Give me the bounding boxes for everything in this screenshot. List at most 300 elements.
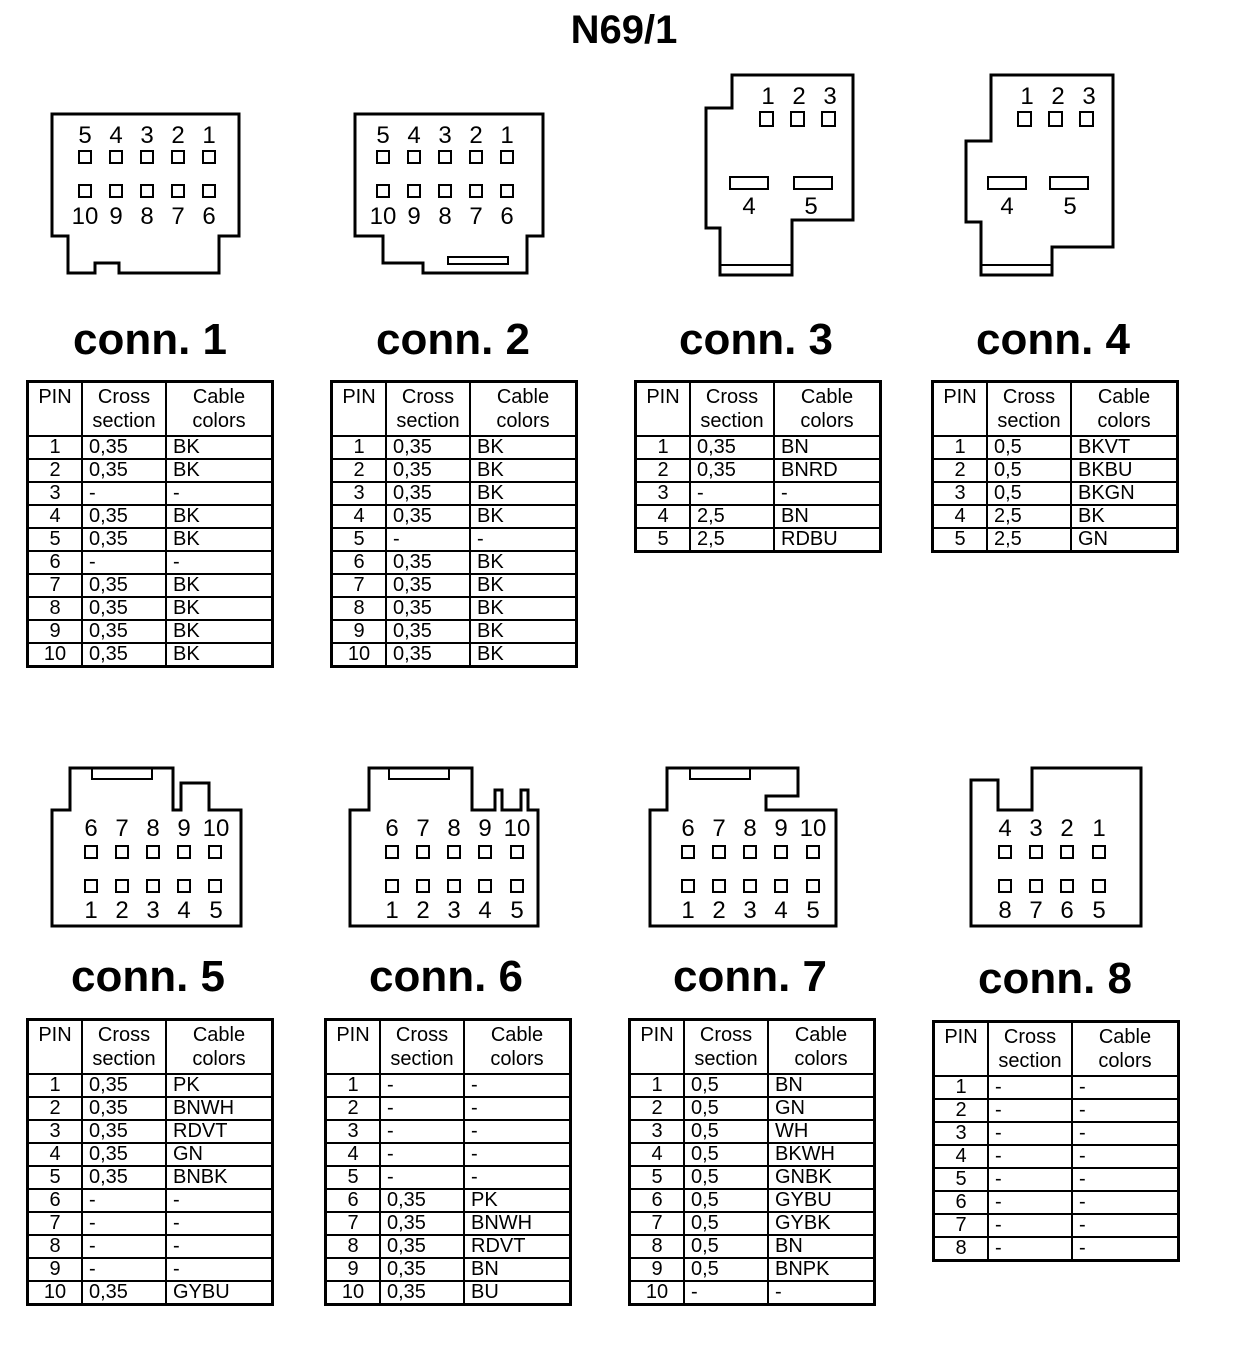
table-row	[332, 574, 577, 597]
table-row	[28, 597, 273, 620]
cross-section: 0,5	[684, 1097, 768, 1120]
cross-section: 0,5	[684, 1235, 768, 1258]
table-row	[326, 1189, 571, 1212]
cross-section: -	[380, 1074, 464, 1097]
pin-number: 2	[326, 1097, 381, 1120]
conn5-top-pin: 9	[177, 815, 191, 842]
table-row	[28, 505, 273, 528]
header-cross-section: Cross section	[82, 1020, 166, 1075]
conn7-bottom-pin: 3	[743, 897, 757, 924]
cable-color: BKBU	[1071, 459, 1178, 482]
pin-number: 8	[326, 1235, 381, 1258]
table-row	[332, 505, 577, 528]
table-row	[28, 620, 273, 643]
table-row	[636, 459, 881, 482]
table-row	[326, 1235, 571, 1258]
conn2-bottom-pin: 8	[438, 203, 452, 230]
cable-color: -	[1072, 1145, 1179, 1168]
pin-number: 4	[326, 1143, 381, 1166]
table-row	[326, 1281, 571, 1305]
conn7-bottom-pin: 2	[712, 897, 726, 924]
cross-section: 2,5	[987, 528, 1071, 552]
conn8-bottom-pin: 6	[1060, 897, 1074, 924]
header-pin: PIN	[326, 1020, 381, 1075]
conn5-bottom-pin: 2	[115, 897, 129, 924]
conn5-top-pin: 6	[84, 815, 98, 842]
cable-color: BK	[470, 551, 577, 574]
connector-2-top-holes	[377, 151, 513, 163]
cable-color: -	[464, 1074, 571, 1097]
table-row	[28, 1212, 273, 1235]
pin-number: 4	[28, 505, 83, 528]
header-pin: PIN	[934, 1022, 989, 1077]
pin-number: 4	[636, 505, 691, 528]
cable-color: BN	[774, 436, 881, 459]
table-row	[28, 482, 273, 505]
cross-section: -	[380, 1120, 464, 1143]
pin-number: 4	[332, 505, 387, 528]
pin-number: 7	[326, 1212, 381, 1235]
header-cable-colors: Cable colors	[1072, 1022, 1179, 1077]
cross-section: 0,35	[82, 459, 166, 482]
connector-2-label: conn. 2	[375, 315, 531, 364]
conn8-top-pin: 1	[1092, 815, 1106, 842]
conn8-top-pin: 3	[1029, 815, 1043, 842]
conn6-bottom-pin: 5	[510, 897, 524, 924]
conn7-bottom-pin: 4	[774, 897, 788, 924]
pin-number: 1	[933, 436, 988, 459]
connector-6-pin-table	[324, 1018, 572, 1306]
conn1-top-pin: 2	[171, 122, 185, 149]
header-cross-section: Cross section	[386, 382, 470, 437]
pin-number: 7	[28, 574, 83, 597]
table-row	[326, 1212, 571, 1235]
pin-number: 2	[28, 1097, 83, 1120]
connector-5-holes	[85, 846, 221, 892]
conn8-top-pin: 4	[998, 815, 1012, 842]
cable-color: BK	[1071, 505, 1178, 528]
conn4-top-pin: 2	[1051, 83, 1065, 110]
pin-number: 6	[28, 551, 83, 574]
cable-color: RDBU	[774, 528, 881, 552]
conn1-bottom-pin: 10	[71, 203, 99, 230]
cross-section: 0,35	[386, 597, 470, 620]
pin-number: 4	[630, 1143, 685, 1166]
pin-number: 3	[934, 1122, 989, 1145]
header-pin: PIN	[933, 382, 988, 437]
conn4-top-pin: 3	[1082, 83, 1096, 110]
pin-number: 2	[28, 459, 83, 482]
cable-color: BKWH	[768, 1143, 875, 1166]
cable-color: BK	[470, 574, 577, 597]
cross-section: 0,35	[380, 1258, 464, 1281]
connector-8-outline	[971, 768, 1141, 926]
conn7-top-pin: 6	[681, 815, 695, 842]
conn7-top-pin: 7	[712, 815, 726, 842]
cross-section: 0,35	[380, 1212, 464, 1235]
conn1-top-pin: 3	[140, 122, 154, 149]
table-row	[28, 1189, 273, 1212]
cable-color: BK	[470, 505, 577, 528]
cross-section: 0,5	[684, 1258, 768, 1281]
table-row	[326, 1097, 571, 1120]
cross-section: -	[386, 528, 470, 551]
pin-number: 10	[332, 643, 387, 667]
cross-section: -	[988, 1076, 1072, 1099]
conn6-bottom-pin: 3	[447, 897, 461, 924]
connector-8-holes	[999, 846, 1105, 892]
table-row	[934, 1099, 1179, 1122]
connector-4-pin-table	[931, 380, 1179, 553]
table-row	[326, 1258, 571, 1281]
pin-number: 1	[934, 1076, 989, 1099]
cable-color: -	[464, 1166, 571, 1189]
pin-number: 5	[630, 1166, 685, 1189]
conn3-top-pin: 3	[823, 83, 837, 110]
pin-number: 6	[28, 1189, 83, 1212]
conn1-top-pin: 1	[202, 122, 216, 149]
connector-5-pin-table	[26, 1018, 274, 1306]
pin-number: 10	[28, 1281, 83, 1305]
table-row	[934, 1122, 1179, 1145]
cross-section: 0,35	[690, 459, 774, 482]
table-header-row	[934, 1022, 1179, 1077]
cross-section: 0,35	[386, 643, 470, 667]
conn1-bottom-pin: 9	[109, 203, 123, 230]
pin-number: 8	[28, 1235, 83, 1258]
pin-number: 2	[934, 1099, 989, 1122]
conn2-top-pin: 2	[469, 122, 483, 149]
cross-section: 0,35	[82, 620, 166, 643]
pin-number: 9	[630, 1258, 685, 1281]
cross-section: -	[82, 1189, 166, 1212]
cable-color: BNWH	[464, 1212, 571, 1235]
pin-number: 7	[332, 574, 387, 597]
table-header-row	[933, 382, 1178, 437]
cable-color: GYBU	[768, 1189, 875, 1212]
connector-3-label: conn. 3	[678, 315, 834, 364]
cable-color: -	[1072, 1214, 1179, 1237]
conn7-top-pin: 8	[743, 815, 757, 842]
cross-section: -	[380, 1166, 464, 1189]
connector-1-pin-table	[26, 380, 274, 668]
cable-color: -	[1072, 1168, 1179, 1191]
cross-section: -	[988, 1214, 1072, 1237]
header-cross-section: Cross section	[684, 1020, 768, 1075]
cable-color: -	[1072, 1122, 1179, 1145]
cable-color: GN	[166, 1143, 273, 1166]
conn1-top-pin: 5	[78, 122, 92, 149]
pin-number: 7	[630, 1212, 685, 1235]
cable-color: -	[464, 1120, 571, 1143]
cross-section: 0,35	[386, 574, 470, 597]
cross-section: 0,35	[386, 482, 470, 505]
conn2-top-pin: 4	[407, 122, 421, 149]
cable-color: BK	[166, 597, 273, 620]
connector-6-label: conn. 6	[368, 952, 524, 1001]
connector-2-latch	[448, 257, 508, 264]
conn5-top-pin: 7	[115, 815, 129, 842]
header-cross-section: Cross section	[988, 1022, 1072, 1077]
conn7-top-pin: 9	[774, 815, 788, 842]
cross-section: 0,35	[386, 459, 470, 482]
pin-number: 3	[28, 1120, 83, 1143]
connector-1-label: conn. 1	[72, 315, 228, 364]
table-row	[332, 620, 577, 643]
table-header-row	[326, 1020, 571, 1075]
pin-number: 3	[28, 482, 83, 505]
conn5-bottom-pin: 3	[146, 897, 160, 924]
cable-color: BK	[166, 459, 273, 482]
pin-number: 1	[28, 1074, 83, 1097]
cross-section: 0,35	[82, 597, 166, 620]
pin-number: 10	[326, 1281, 381, 1305]
cable-color: BK	[166, 620, 273, 643]
table-row	[636, 482, 881, 505]
table-row	[28, 1235, 273, 1258]
connector-2-pin-table	[330, 380, 578, 668]
conn8-bottom-pin: 7	[1029, 897, 1043, 924]
cable-color: GN	[768, 1097, 875, 1120]
table-row	[934, 1076, 1179, 1099]
conn8-top-pin: 2	[1060, 815, 1074, 842]
table-row	[934, 1145, 1179, 1168]
header-cable-colors: Cable colors	[166, 1020, 273, 1075]
pin-number: 2	[933, 459, 988, 482]
cable-color: -	[768, 1281, 875, 1305]
cable-color: -	[774, 482, 881, 505]
conn5-bottom-pin: 1	[84, 897, 98, 924]
header-pin: PIN	[636, 382, 691, 437]
table-header-row	[636, 382, 881, 437]
table-row	[28, 436, 273, 459]
cable-color: BN	[464, 1258, 571, 1281]
table-row	[28, 1166, 273, 1189]
cable-color: -	[166, 551, 273, 574]
table-row	[28, 551, 273, 574]
cable-color: -	[166, 1189, 273, 1212]
connector-8-label: conn. 8	[977, 954, 1133, 1003]
header-cable-colors: Cable colors	[470, 382, 577, 437]
cross-section: -	[82, 482, 166, 505]
pin-number: 5	[636, 528, 691, 552]
connector-3-holes	[730, 112, 835, 189]
pin-number: 9	[326, 1258, 381, 1281]
connector-8-pin-table	[932, 1020, 1180, 1262]
cross-section: 0,35	[82, 528, 166, 551]
pin-number: 5	[28, 528, 83, 551]
conn6-bottom-pin: 1	[385, 897, 399, 924]
cross-section: 0,35	[380, 1235, 464, 1258]
connector-6-holes	[386, 846, 523, 892]
cross-section: 0,5	[684, 1212, 768, 1235]
pin-number: 6	[630, 1189, 685, 1212]
table-row	[28, 1120, 273, 1143]
table-row	[326, 1120, 571, 1143]
connector-4-holes	[988, 112, 1093, 189]
table-row	[28, 1281, 273, 1305]
conn2-bottom-pin: 9	[407, 203, 421, 230]
conn3-top-pin: 2	[792, 83, 806, 110]
table-header-row	[630, 1020, 875, 1075]
cross-section: 0,35	[82, 574, 166, 597]
cable-color: -	[464, 1097, 571, 1120]
pin-number: 1	[636, 436, 691, 459]
pin-number: 6	[326, 1189, 381, 1212]
cable-color: BN	[768, 1235, 875, 1258]
cross-section: 0,5	[684, 1166, 768, 1189]
table-row	[630, 1166, 875, 1189]
table-row	[933, 436, 1178, 459]
header-cross-section: Cross section	[380, 1020, 464, 1075]
cable-color: RDVT	[464, 1235, 571, 1258]
cross-section: 0,35	[82, 1120, 166, 1143]
table-row	[28, 528, 273, 551]
cross-section: 0,5	[684, 1074, 768, 1097]
pin-number: 6	[332, 551, 387, 574]
table-row	[630, 1097, 875, 1120]
conn5-bottom-pin: 4	[177, 897, 191, 924]
conn3-bottom-pin: 5	[804, 193, 818, 220]
cable-color: BK	[470, 597, 577, 620]
cable-color: BNPK	[768, 1258, 875, 1281]
cross-section: 0,5	[684, 1189, 768, 1212]
conn6-top-pin: 6	[385, 815, 399, 842]
conn6-top-pin: 7	[416, 815, 430, 842]
pin-number: 3	[933, 482, 988, 505]
conn8-bottom-pin: 8	[998, 897, 1012, 924]
cable-color: BK	[166, 436, 273, 459]
pin-number: 4	[933, 505, 988, 528]
conn2-bottom-pin: 10	[369, 203, 397, 230]
cable-color: BK	[470, 482, 577, 505]
conn3-bottom-pin: 4	[742, 193, 756, 220]
cross-section: 2,5	[690, 528, 774, 552]
cross-section: 0,35	[82, 1281, 166, 1305]
conn7-bottom-pin: 5	[806, 897, 820, 924]
cable-color: PK	[464, 1189, 571, 1212]
table-row	[326, 1166, 571, 1189]
cable-color: GYBK	[768, 1212, 875, 1235]
table-row	[332, 482, 577, 505]
pin-number: 5	[326, 1166, 381, 1189]
cable-color: BU	[464, 1281, 571, 1305]
table-row	[332, 459, 577, 482]
pin-number: 8	[332, 597, 387, 620]
table-row	[326, 1074, 571, 1097]
cross-section: -	[690, 482, 774, 505]
connector-5-latch	[92, 768, 152, 779]
cross-section: -	[988, 1145, 1072, 1168]
conn6-bottom-pin: 4	[478, 897, 492, 924]
conn4-top-pin: 1	[1020, 83, 1034, 110]
page-title: N69/1	[570, 8, 678, 52]
conn4-bottom-pin: 4	[1000, 193, 1014, 220]
table-row	[630, 1189, 875, 1212]
pin-number: 7	[934, 1214, 989, 1237]
pin-number: 1	[332, 436, 387, 459]
table-row	[332, 528, 577, 551]
cable-color: -	[1072, 1237, 1179, 1261]
cable-color: -	[1072, 1076, 1179, 1099]
pin-number: 5	[934, 1168, 989, 1191]
table-row	[28, 1074, 273, 1097]
cable-color: -	[166, 482, 273, 505]
pin-number: 5	[933, 528, 988, 552]
table-row	[28, 1258, 273, 1281]
table-row	[630, 1258, 875, 1281]
cable-color: BKGN	[1071, 482, 1178, 505]
table-row	[28, 1097, 273, 1120]
cross-section: 0,35	[82, 436, 166, 459]
cross-section: 0,35	[82, 643, 166, 667]
cross-section: 0,5	[684, 1143, 768, 1166]
cable-color: BNRD	[774, 459, 881, 482]
table-row	[630, 1143, 875, 1166]
connector-1-top-holes	[79, 151, 215, 163]
connector-7-pin-table	[628, 1018, 876, 1306]
header-cable-colors: Cable colors	[166, 382, 273, 437]
cable-color: BK	[470, 620, 577, 643]
pin-number: 2	[636, 459, 691, 482]
pin-number: 1	[326, 1074, 381, 1097]
connector-3-pin-table	[634, 380, 882, 553]
pin-number: 3	[326, 1120, 381, 1143]
cross-section: 0,35	[82, 505, 166, 528]
table-row	[332, 643, 577, 667]
table-header-row	[332, 382, 577, 437]
cross-section: 2,5	[987, 505, 1071, 528]
pin-number: 9	[332, 620, 387, 643]
cross-section: 0,35	[82, 1166, 166, 1189]
conn1-bottom-pin: 6	[202, 203, 216, 230]
header-cable-colors: Cable colors	[1071, 382, 1178, 437]
header-cross-section: Cross section	[82, 382, 166, 437]
connector-2-bottom-holes	[377, 185, 513, 197]
cross-section: 0,5	[987, 436, 1071, 459]
cross-section: 0,35	[386, 620, 470, 643]
cable-color: GN	[1071, 528, 1178, 552]
cross-section: 0,35	[82, 1097, 166, 1120]
pin-number: 9	[28, 1258, 83, 1281]
cross-section: -	[82, 1235, 166, 1258]
table-row	[630, 1120, 875, 1143]
cable-color: GYBU	[166, 1281, 273, 1305]
table-row	[630, 1281, 875, 1305]
table-row	[636, 436, 881, 459]
table-row	[630, 1212, 875, 1235]
table-row	[28, 574, 273, 597]
table-row	[636, 505, 881, 528]
cable-color: -	[166, 1212, 273, 1235]
conn4-bottom-pin: 5	[1063, 193, 1077, 220]
table-row	[934, 1168, 1179, 1191]
header-cross-section: Cross section	[987, 382, 1071, 437]
conn3-top-pin: 1	[761, 83, 775, 110]
pin-number: 1	[630, 1074, 685, 1097]
connector-6-latch	[389, 768, 449, 779]
conn7-bottom-pin: 1	[681, 897, 695, 924]
table-row	[934, 1191, 1179, 1214]
cable-color: -	[1072, 1099, 1179, 1122]
pin-number: 6	[934, 1191, 989, 1214]
conn6-bottom-pin: 2	[416, 897, 430, 924]
table-row	[934, 1237, 1179, 1261]
pin-number: 5	[332, 528, 387, 551]
cable-color: -	[166, 1258, 273, 1281]
conn5-bottom-pin: 5	[209, 897, 223, 924]
pin-number: 3	[630, 1120, 685, 1143]
